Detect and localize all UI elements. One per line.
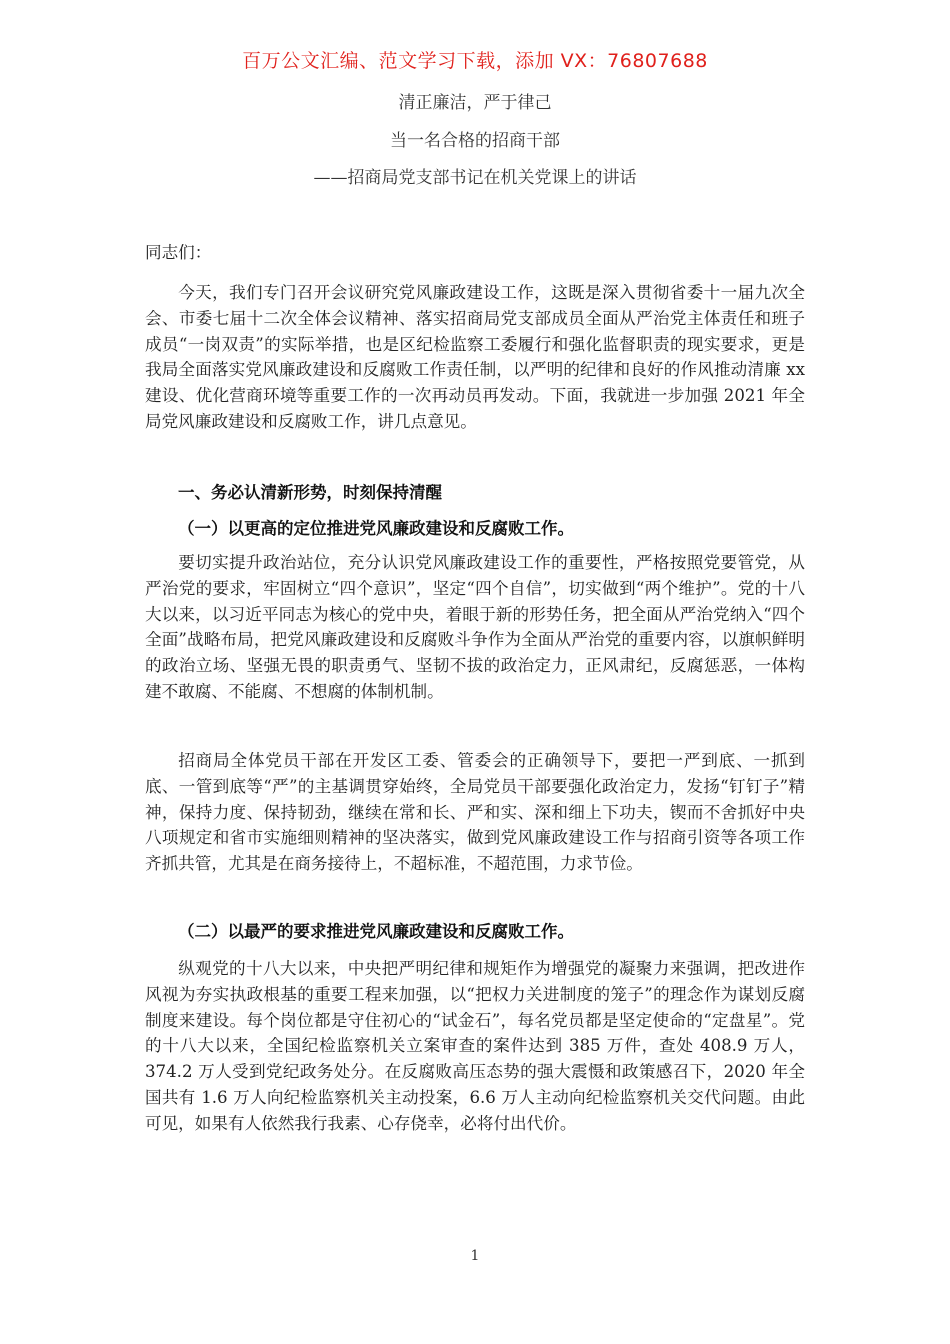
subsection-heading-1: （一）以更高的定位推进党风廉政建设和反腐败工作。 bbox=[178, 519, 574, 538]
paragraph-bureau-staff: 招商局全体党员干部在开发区工委、管委会的正确领导下，要把一严到底、一抓到底、一管到底等“严”的主基调贯穿始终，全局党员干部要强化政治定力，发扬“钉钉子”精神，保持力度、保持韧劲，继续在常和长、严和实、深和细上下功夫，锲而不舍抓好中央八项规定和省市实施细则精神的坚决落实，做到党风廉政建设工作与招商引资等各项工作齐抓共管，尤其是在商务接待上，不超标准，不超范围，力求节俭。 bbox=[145, 751, 805, 874]
section-heading-1: 一、务必认清新形势，时刻保持清醒 bbox=[178, 483, 442, 502]
paragraph-block-4 bbox=[145, 956, 805, 1137]
paragraph-block-2 bbox=[145, 550, 805, 705]
intro-block bbox=[145, 280, 805, 435]
subsection-heading-2: （二）以最严的要求推进党风廉政建设和反腐败工作。 bbox=[178, 922, 574, 941]
promo-banner: 百万公文汇编、范文学习下载，添加 VX：76807688 bbox=[242, 50, 708, 72]
title-line-1: 清正廉洁，严于律己 bbox=[398, 93, 552, 113]
title-line-2: 当一名合格的招商干部 bbox=[390, 131, 560, 151]
paragraph-discipline-stats: 纵观党的十八大以来，中央把严明纪律和规矩作为增强党的凝聚力来强调，把改进作风视为夯实执政根基的重要工程来加强，以“把权力关进制度的笼子”的理念作为谋划反腐制度来建设。每个岗位都是守住初心的“试金石”，每名党员都是坚定使命的“定盘星”。党的十八大以来，全国纪检监察机关立案审查的案件达到 385 万件，查处 408.9 万人，374.2 万人受到党纪政务处分。在反腐败高压态势的强大震慑和政策感召下，2020 年全国共有 1.6 万人向纪检监察机关主动投案，6.6 万人主动向纪检监察机关交代问题。由此可见，如果有人依然我行我素、心存侥幸，必将付出代价。 bbox=[145, 959, 805, 1133]
salutation: 同志们： bbox=[145, 243, 212, 262]
paragraph-block-3 bbox=[145, 748, 805, 877]
paragraph-intro: 今天，我们专门召开会议研究党风廉政建设工作，这既是深入贯彻省委十一届九次全会、市委七届十二次全体会议精神、落实招商局党支部成员全面从严治党主体责任和班子成员“一岗双责”的实际举措，也是区纪检监察工委履行和强化监督职责的现实要求，更是我局全面落实党风廉政建设和反腐败工作责任制，以严明的纪律和良好的作风推动清廉 xx 建设、优化营商环境等重要工作的一次再动员再发动。下面，我就进一步加强 2021 年全局党风廉政建设和反腐败工作，讲几点意见。 bbox=[145, 283, 805, 431]
salutation-block bbox=[145, 240, 805, 266]
paragraph-political-stance: 要切实提升政治站位，充分认识党风廉政建设工作的重要性，严格按照党要管党，从严治党的要求，牢固树立“四个意识”，坚定“四个自信”，切实做到“两个维护”。党的十八大以来，以习近平同志为核心的党中央，着眼于新的形势任务，把全面从严治党纳入“四个全面”战略布局，把党风廉政建设和反腐败斗争作为全面从严治党的重要内容，以旗帜鲜明的政治立场、坚强无畏的职责勇气、坚韧不拔的政治定力，正风肃纪，反腐惩恶，一体构建不敢腐、不能腐、不想腐的体制机制。 bbox=[145, 553, 805, 701]
page-number: 1 bbox=[470, 1248, 480, 1264]
subtitle: ——招商局党支部书记在机关党课上的讲话 bbox=[313, 168, 637, 188]
